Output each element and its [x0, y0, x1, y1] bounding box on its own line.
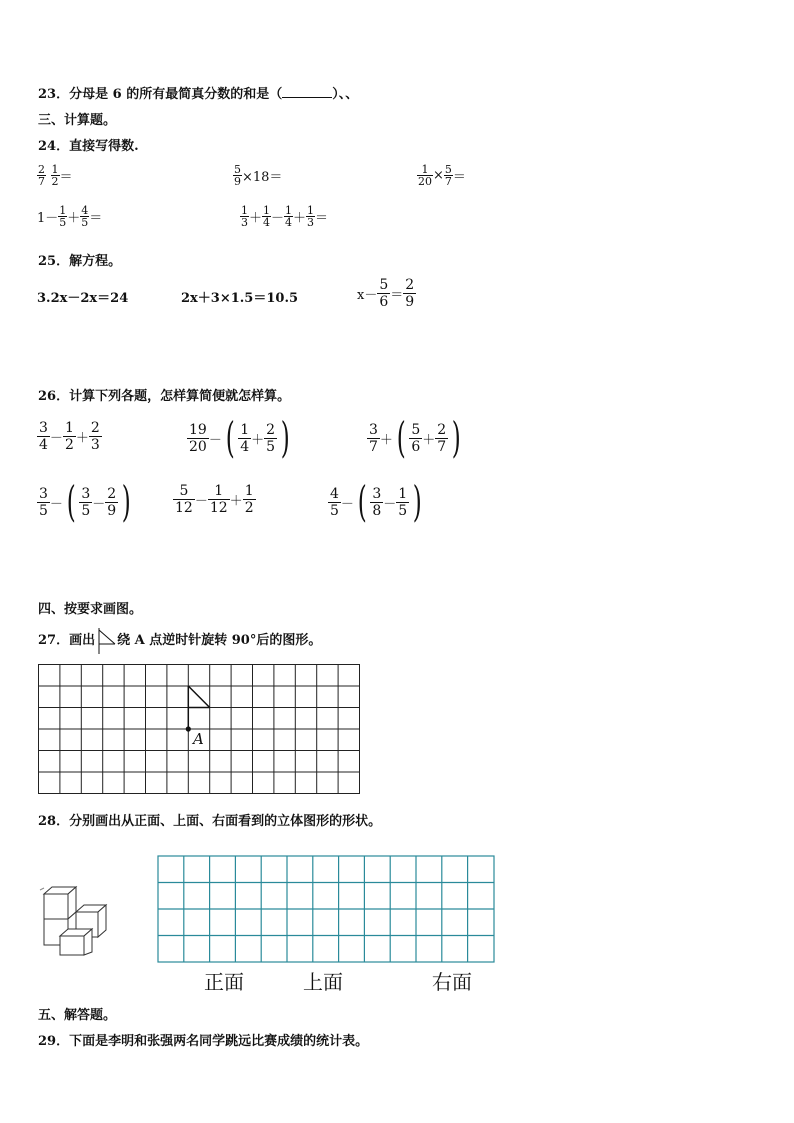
section-3-heading: 三、计算题。: [38, 113, 117, 128]
label-right-view: 右面: [432, 970, 472, 994]
q25-equation-3: x－ $\frac{5}{6}$ ＝ $\frac{2}{9}$: [357, 277, 415, 310]
fraction: $\frac{1}{3}$: [241, 204, 248, 229]
fraction: $\frac{2}{7}$: [38, 163, 45, 188]
answer-blank[interactable]: [282, 85, 332, 98]
question-26-title: 26．计算下列各题，怎样算简便就怎样算。: [38, 389, 291, 404]
q25-equation-2: 2x＋3×1.5＝10.5: [181, 291, 299, 306]
fraction: $\frac{4}{5}$: [81, 204, 89, 229]
section-5-heading: 五、解答题。: [38, 1008, 117, 1023]
q24-expr-1: $\frac{2}{7}$ $\frac{1}{2}$ ＝: [38, 163, 73, 188]
question-23: 23．分母是 6 的所有最简真分数的和是（ ）、、: [38, 87, 359, 102]
fraction: $\frac{5}{7}$: [444, 163, 452, 188]
fraction: $\frac{5}{9}$: [234, 163, 241, 188]
flag-figure: [188, 686, 209, 729]
question-25-title: 25．解方程。: [38, 254, 122, 269]
views-grid[interactable]: [157, 855, 497, 965]
point-a-label: A: [193, 730, 204, 748]
point-a: [186, 726, 191, 731]
flag-shape-icon: [95, 626, 117, 656]
cube-figure: [38, 884, 112, 956]
fraction: $\frac{5}{6}$: [379, 277, 389, 310]
fraction: $\frac{1}{5}$: [59, 204, 67, 229]
fraction: $\frac{1}{2}$: [51, 163, 59, 188]
question-27: 27．画出 绕 A 点逆时针旋转 90°后的图形。: [38, 629, 321, 648]
question-28-title: 28．分别画出从正面、上面、右面看到的立体图形的形状。: [38, 814, 382, 829]
q24-expr-5: $\frac{1}{3}$ ＋ $\frac{1}{4}$ － $\frac{1}{4}$ ＋ $\frac{1}{3}$ ＝: [241, 204, 329, 229]
q26-expr-b: $\frac{19}{20}$ －( $\frac{1}{4}$ ＋ $\frac{2}{5}$ ): [189, 413, 290, 462]
q26-expr-e: $\frac{5}{12}$ － $\frac{1}{12}$ ＋ $\frac{1}{2}$: [175, 483, 254, 516]
fraction: $\frac{2}{9}$: [405, 277, 415, 310]
q25-equation-1: 3.2x－2x＝24: [37, 291, 129, 306]
q24-expr-2: $\frac{5}{9}$ ×18＝: [234, 163, 283, 188]
q24-expr-4: 1－ $\frac{1}{5}$ ＋ $\frac{4}{5}$ ＝: [37, 204, 103, 229]
q26-expr-a: $\frac{3}{4}$ － $\frac{1}{2}$ ＋ $\frac{2}{3}$: [39, 420, 100, 453]
q26-expr-f: $\frac{4}{5}$ －( $\frac{3}{8}$ － $\frac{1}{5}$ ): [330, 477, 422, 526]
question-24-title: 24．直接写得数.: [38, 139, 139, 154]
fraction: $\frac{1}{20}$: [418, 163, 432, 188]
section-4-heading: 四、按要求画图。: [38, 602, 143, 617]
question-29: 29．下面是李明和张强两名同学跳远比赛成绩的统计表。: [38, 1034, 369, 1049]
q24-expr-3: $\frac{1}{20}$ × $\frac{5}{7}$ ＝: [418, 163, 466, 188]
fraction: $\frac{1}{4}$: [263, 204, 271, 229]
q26-expr-c: $\frac{3}{7}$ ＋( $\frac{5}{6}$ ＋ $\frac{2}{7}$ ): [369, 413, 461, 462]
q26-expr-d: $\frac{3}{5}$ －( $\frac{3}{5}$ － $\frac{2}{9}$ ): [39, 477, 131, 526]
fraction: $\frac{1}{3}$: [307, 204, 315, 229]
fraction: $\frac{1}{4}$: [285, 204, 293, 229]
label-top-view: 上面: [303, 970, 343, 994]
label-front-view: 正面: [204, 970, 244, 994]
